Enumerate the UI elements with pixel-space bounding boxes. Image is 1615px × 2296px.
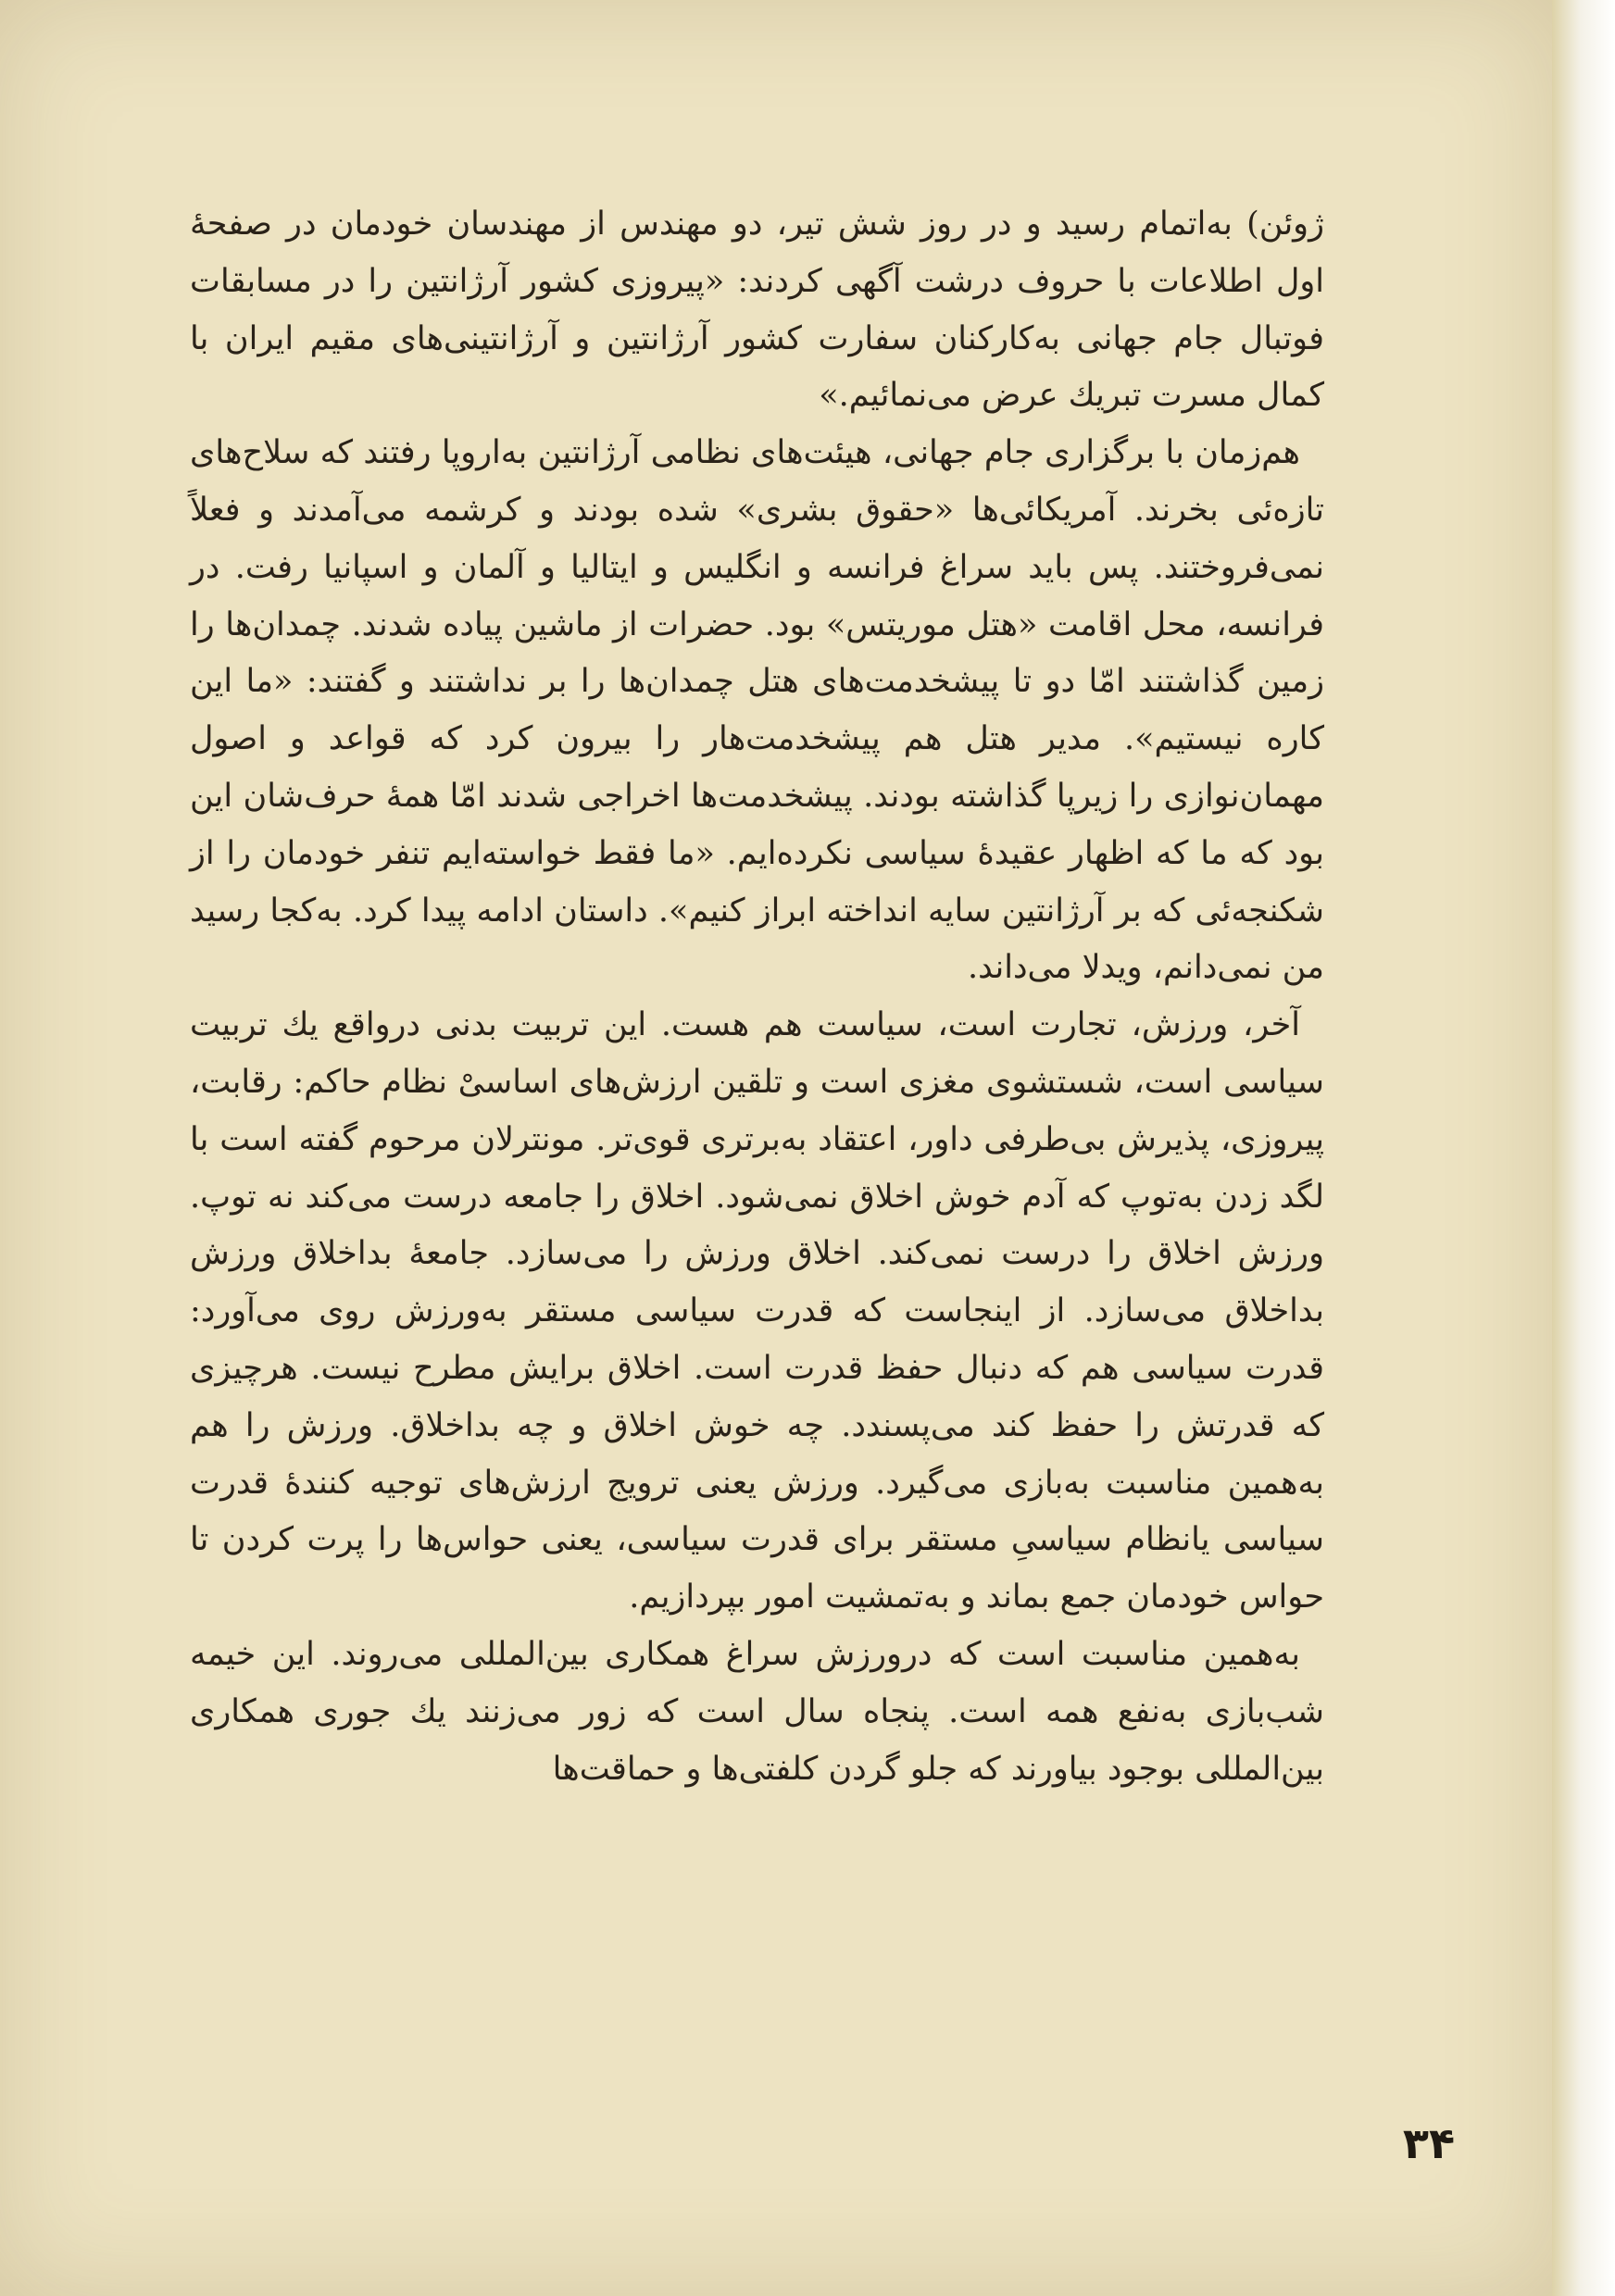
paragraph-1: ژوئن) به‌اتمام رسید و در روز شش تیر، دو مهندس از مهندسان خودمان در صفحهٔ اول اطلاعات با حروف درشت آگهی کردند: «پیروزی کشور آرژانتین را در مسابقات فوتبال جام جهانی به‌کارکنان سفارت کشور آرژانتین و آرژانتینی‌های مقیم ایران با کمال مسرت تبریك عرض می‌نمائیم.» [190,206,1324,415]
page-number: ۳۴ [1402,2118,1456,2168]
body-text [190,196,1324,1798]
paragraph-2: هم‌زمان با برگزاری جام جهانی، هیئت‌های نظامی آرژانتین به‌اروپا رفتند که سلاح‌های تازه‌ئی بخرند. آمریکائی‌ها «حقوق بشری» شده بودند و کرشمه می‌آمدند و فعلاً نمی‌فروختند. پس باید سراغ فرانسه و انگلیس و ایتالیا و آلمان و اسپانیا رفت. در فرانسه، محل اقامت «هتل موریتس» بود. حضرات از ماشین پیاده شدند. چمدان‌ها را زمین گذاشتند امّا دو تا پیشخدمت‌های هتل چمدان‌ها را بر نداشتند و گفتند: «ما این کاره نیستیم». مدیر هتل هم پیشخدمت‌هار را بیرون کرد که قواعد و اصول مهمان‌نوازی را زیرپا گذاشته بودند. پیشخدمت‌ها اخراجی شدند امّا همهٔ حرف‌شان این بود که ما که اظهار عقیدهٔ سیاسی نکرده‌ایم. «ما فقط خواسته‌ایم تنفر خودمان را از شکنجه‌ئی که بر آرژانتین سایه انداخته ابراز کنیم». داستان ادامه پیدا کرد. به‌کجا رسید من نمی‌دانم، ویدلا می‌داند. [190,434,1324,987]
paragraph-3: آخر، ورزش، تجارت است، سیاست هم هست. این تربیت بدنی درواقع یك تربیت سیاسی است، شستشوی مغزی است و تلقین ارزش‌های اساسیْ نظام حاکم: رقابت، پیروزی، پذیرش بی‌طرفی داور، اعتقاد به‌برتری قوی‌تر. مونترلان مرحوم گفته است با لگد زدن به‌توپ که آدم خوش اخلاق نمی‌شود. اخلاق را جامعه درست می‌کند نه توپ. ورزش اخلاق را درست نمی‌کند. اخلاق ورزش را می‌سازد. جامعهٔ بداخلاق ورزش بداخلاق می‌سازد. از اینجاست که قدرت سیاسی مستقر به‌ورزش روی می‌آورد: قدرت سیاسی هم که دنبال حفظ قدرت است. اخلاق برایش مطرح نیست. هرچیزی که قدرتش را حفظ کند می‌پسندد. چه خوش اخلاق و چه بداخلاق. ورزش را هم به‌همین مناسبت به‌بازی می‌گیرد. ورزش یعنی ترویج ارزش‌های توجیه کنندهٔ قدرت سیاسی یانظام سیاسیِ مستقر برای قدرت سیاسی، یعنی حواس‌ها را پرت کردن تا حواس خودمان جمع بماند و به‌تمشیت امور بپردازیم. [190,1006,1324,1616]
paragraph-4: به‌همین مناسبت است که درورزش سراغ همکاری بین‌المللی می‌روند. این خیمه شب‌بازی به‌نفع همه است. پنجاه سال است که زور می‌زنند یك جوری همکاری بین‌المللی بوجود بیاورند که جلو گردن کلفتی‌ها و حماقت‌ها [190,1635,1324,1788]
scan-margin [1552,0,1615,2296]
